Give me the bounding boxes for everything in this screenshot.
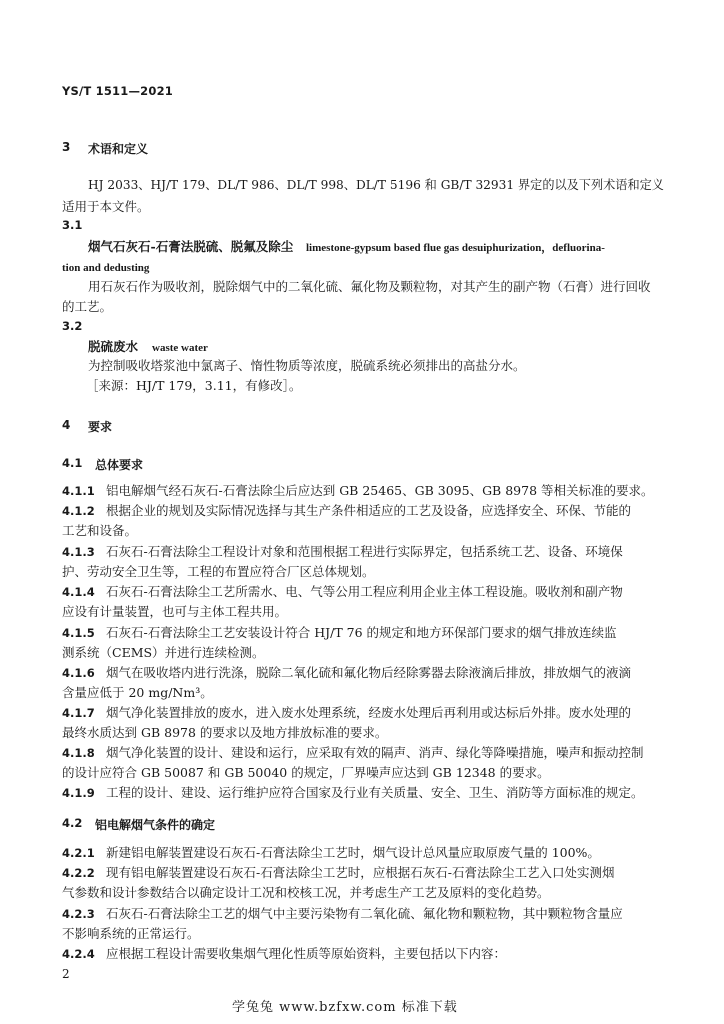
term-3-1-english-line-2: tion and dedusting xyxy=(62,262,150,274)
section-3-intro-line-1: HJ 2033、HJ/T 179、DL/T 986、DL/T 998、DL/T 5196 和 GB/T 32931 界定的以及下列术语和定义 xyxy=(88,177,664,192)
clause-4-1-7-line-2: 最终水质达到 GB 8978 的要求以及地方排放标准的要求。 xyxy=(62,725,388,740)
clause-4-2-2-line-1: 现有铝电解装置建设石灰石-石膏法除尘工艺时，应根据石灰石-石膏法除尘工艺入口处实测烟 xyxy=(106,865,615,880)
clause-4-1-3-number: 4.1.3 xyxy=(62,545,95,559)
section-4-number: 4 xyxy=(62,418,71,432)
clause-4-1-6-line-2: 含量应低于 20 mg/Nm³。 xyxy=(62,685,213,700)
subsection-4-1-number: 4.1 xyxy=(62,456,83,470)
section-3-title: 术语和定义 xyxy=(88,142,149,156)
clause-4-1-3-line-1: 石灰石-石膏法除尘工程设计对象和范围根据工程进行实际界定，包括系统工艺、设备、环境保 xyxy=(106,544,623,559)
clause-4-2-3-line-2: 不影响系统的正常运行。 xyxy=(62,926,200,941)
clause-4-1-1-number: 4.1.1 xyxy=(62,484,95,498)
clause-4-1-8-number: 4.1.8 xyxy=(62,746,95,760)
clause-4-1-4-line-2: 应设有计量装置，也可与主体工程共用。 xyxy=(62,604,288,619)
watermark-footer: 学兔兔 www.bzfxw.com 标准下载 xyxy=(232,1000,458,1015)
subsection-4-1-title: 总体要求 xyxy=(95,458,144,472)
term-3-1-number: 3.1 xyxy=(62,218,83,232)
clause-4-2-3-number: 4.2.3 xyxy=(62,907,95,921)
clause-4-1-2-line-2: 工艺和设备。 xyxy=(62,523,138,538)
clause-4-2-2-number: 4.2.2 xyxy=(62,866,95,880)
clause-4-1-5-number: 4.1.5 xyxy=(62,626,95,640)
clause-4-1-9-number: 4.1.9 xyxy=(62,786,95,800)
clause-4-2-1-line-1: 新建铝电解装置建设石灰石-石膏法除尘工艺时，烟气设计总风量应取原废气量的 100%。 xyxy=(106,845,600,860)
term-3-2-source: ［来源：HJ/T 179，3.11，有修改］。 xyxy=(86,378,302,393)
clause-4-2-4-number: 4.2.4 xyxy=(62,947,95,961)
section-4-title: 要求 xyxy=(88,420,113,434)
term-3-2-english: waste water xyxy=(152,342,208,354)
clause-4-1-2-line-1: 根据企业的规划及实际情况选择与其生产条件相适应的工艺及设备，应选择安全、环保、节能的 xyxy=(106,503,632,518)
clause-4-1-7-line-1: 烟气净化装置排放的废水，进入废水处理系统，经废水处理后再利用或达标后外排。废水处理的 xyxy=(106,705,632,720)
term-3-1-definition-line-1: 用石灰石作为吸收剂，脱除烟气中的二氧化硫、氟化物及颗粒物，对其产生的副产物（石膏）进行回收 xyxy=(88,279,651,294)
clause-4-1-3-line-2: 护、劳动安全卫生等，工程的布置应符合厂区总体规划。 xyxy=(62,564,375,579)
subsection-4-2-title: 铝电解烟气条件的确定 xyxy=(95,818,216,832)
clause-4-1-2-number: 4.1.2 xyxy=(62,504,95,518)
term-3-1-definition-line-2: 的工艺。 xyxy=(62,299,113,314)
clause-4-1-4-line-1: 石灰石-石膏法除尘工艺所需水、电、气等公用工程应利用企业主体工程设施。吸收剂和副产物 xyxy=(106,584,623,599)
clause-4-1-8-line-1: 烟气净化装置的设计、建设和运行，应采取有效的隔声、消声、绿化等降噪措施，噪声和振动控制 xyxy=(106,745,644,760)
clause-4-1-8-line-2: 的设计应符合 GB 50087 和 GB 50040 的规定，厂界噪声应达到 GB 12348 的要求。 xyxy=(62,765,550,780)
clause-4-2-2-line-2: 气参数和设计参数结合以确定设计工况和校核工况，并考虑生产工艺及原料的变化趋势。 xyxy=(62,885,550,900)
standard-code-header: YS/T 1511—2021 xyxy=(62,84,173,98)
term-3-2-chinese: 脱硫废水 xyxy=(88,339,139,354)
clause-4-2-4-line-1: 应根据工程设计需要收集烟气理化性质等原始资料，主要包括以下内容： xyxy=(106,946,507,961)
clause-4-2-3-line-1: 石灰石-石膏法除尘工艺的烟气中主要污染物有二氧化硫、氟化物和颗粒物，其中颗粒物含量应 xyxy=(106,906,623,921)
term-3-2-definition: 为控制吸收塔浆池中氯离子、惰性物质等浓度，脱硫系统必须排出的高盐分水。 xyxy=(88,358,526,373)
subsection-4-2-number: 4.2 xyxy=(62,816,83,830)
section-3-intro-line-2: 适用于本文件。 xyxy=(62,199,150,214)
term-3-2-number: 3.2 xyxy=(62,319,83,333)
term-3-1-chinese: 烟气石灰石-石膏法脱硫、脱氟及除尘 xyxy=(88,239,294,254)
clause-4-1-7-number: 4.1.7 xyxy=(62,706,95,720)
clause-4-1-5-line-2: 测系统（CEMS）并进行连续检测。 xyxy=(62,645,265,660)
page-number: 2 xyxy=(62,967,70,981)
term-3-1-english-line-1: limestone-gypsum based flue gas desuiphurization，defluorina- xyxy=(306,242,605,254)
clause-4-1-9-line-1: 工程的设计、建设、运行维护应符合国家及行业有关质量、安全、卫生、消防等方面标准的规定。 xyxy=(106,785,644,800)
clause-4-1-4-number: 4.1.4 xyxy=(62,585,95,599)
clause-4-1-5-line-1: 石灰石-石膏法除尘工艺安装设计符合 HJ/T 76 的规定和地方环保部门要求的烟气排放连续监 xyxy=(106,625,617,640)
section-3-number: 3 xyxy=(62,140,71,154)
clause-4-1-6-line-1: 烟气在吸收塔内进行洗涤，脱除二氧化硫和氟化物后经除雾器去除液滴后排放，排放烟气的液滴 xyxy=(106,665,632,680)
clause-4-1-1-line-1: 铝电解烟气经石灰石-石膏法除尘后应达到 GB 25465、GB 3095、GB 8978 等相关标准的要求。 xyxy=(106,483,654,498)
clause-4-2-1-number: 4.2.1 xyxy=(62,846,95,860)
clause-4-1-6-number: 4.1.6 xyxy=(62,666,95,680)
